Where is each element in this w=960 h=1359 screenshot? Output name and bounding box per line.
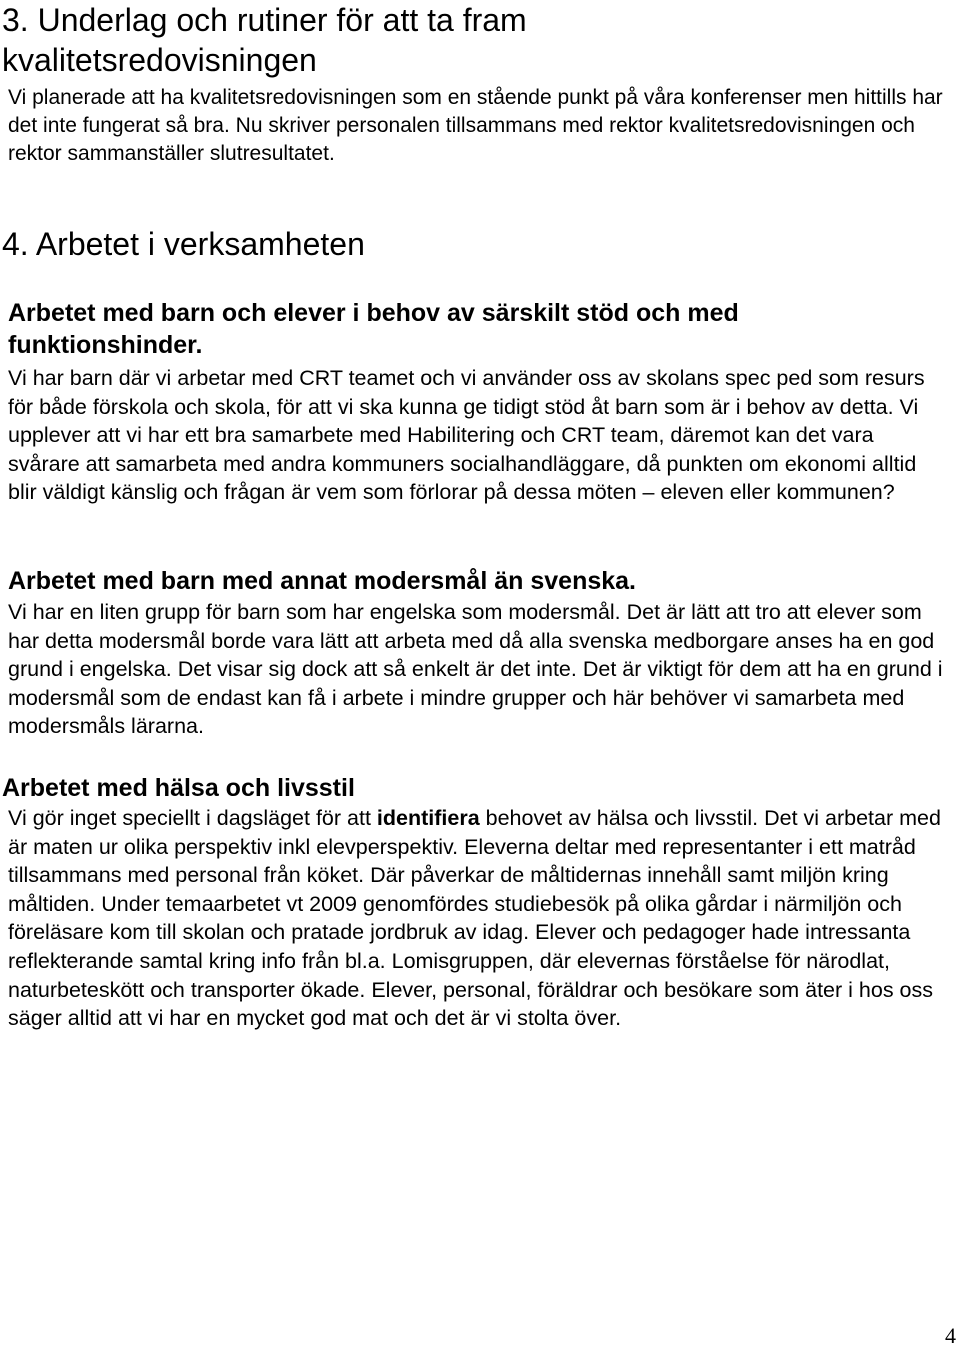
health-body-start: Vi gör inget speciellt i dagsläget för att: [8, 806, 377, 830]
health-body-emphasis: identifiera: [376, 806, 480, 830]
special-support-heading: Arbetet med barn och elever i behov av särskilt stöd och med funktionshinder.: [8, 299, 739, 359]
health-body-end: behovet av hälsa och livsstil. Det vi arbetar med är maten ur olika perspektiv inkl elevperspektiv. Eleverna deltar med representanter i ett matråd tillsammans med personal från köket. Där påverkar de måltidernas innehåll samt miljön kring måltiden. Under temaarbetet vt 2009 genomfördes studiebesök på olika gårdar i närmiljön och föreläsare kom till skolan och pratade jordbruk av idag. Elever och pedagoger hade intressanta reflekterande samtal kring info från bl.a. Lomisgruppen, där elevernas förståelse för närodlat, naturbeteskött och transporter ökade. Elever, personal, föräldrar och besökare som äter i hos oss säger alltid att vi har en mycket god mat och det är vi stolta över.: [8, 806, 941, 1031]
section-4-heading: 4. Arbetet i verksamheten: [2, 226, 365, 262]
section-3-body: Vi planerade att ha kvalitetsredovisningen som en stående punkt på våra konferenser men hittills har det inte fungerat så bra. Nu skriver personalen tillsammans med rektor kvalitetsredovisningen och rektor sammanställer slutresultatet.: [8, 86, 943, 166]
health-heading: Arbetet med hälsa och livsstil: [2, 774, 355, 802]
section-3-heading: [2, 0, 942, 80]
section-3-heading-line2: kvalitetsredovisningen: [2, 42, 317, 78]
section-3-heading-line1: 3. Underlag och rutiner för att ta fram: [2, 2, 527, 38]
mother-tongue-heading: Arbetet med barn med annat modersmål än svenska.: [8, 567, 636, 595]
health-body: [8, 804, 948, 1033]
page-number: 4: [945, 1323, 956, 1348]
special-support-body: Vi har barn där vi arbetar med CRT teamet och vi använder oss av skolans spec ped som resurs för både förskola och skola, för att vi ska kunna ge tidigt stöd åt barn som är i behov av detta. Vi upplever att vi har ett bra samarbete med Habilitering och CRT team, däremot kan det vara svårare att samarbeta med andra kommuners socialhandläggare, då punkten om ekonomi alltid blir väldigt känslig och frågan är vem som förlorar på dessa möten – eleven eller kommunen?: [8, 366, 925, 505]
mother-tongue-body: Vi har en liten grupp för barn som har engelska som modersmål. Det är lätt att tro att elever som har detta modersmål borde vara lätt att arbeta med då alla svenska medborgare anses ha en god grund i engelska. Det visar sig dock att så enkelt är det inte. Det är viktigt för dem att ha en grund i modersmål som de endast kan få i arbete i mindre grupper och här behöver vi samarbeta med modersmåls lärarna.: [8, 600, 943, 739]
